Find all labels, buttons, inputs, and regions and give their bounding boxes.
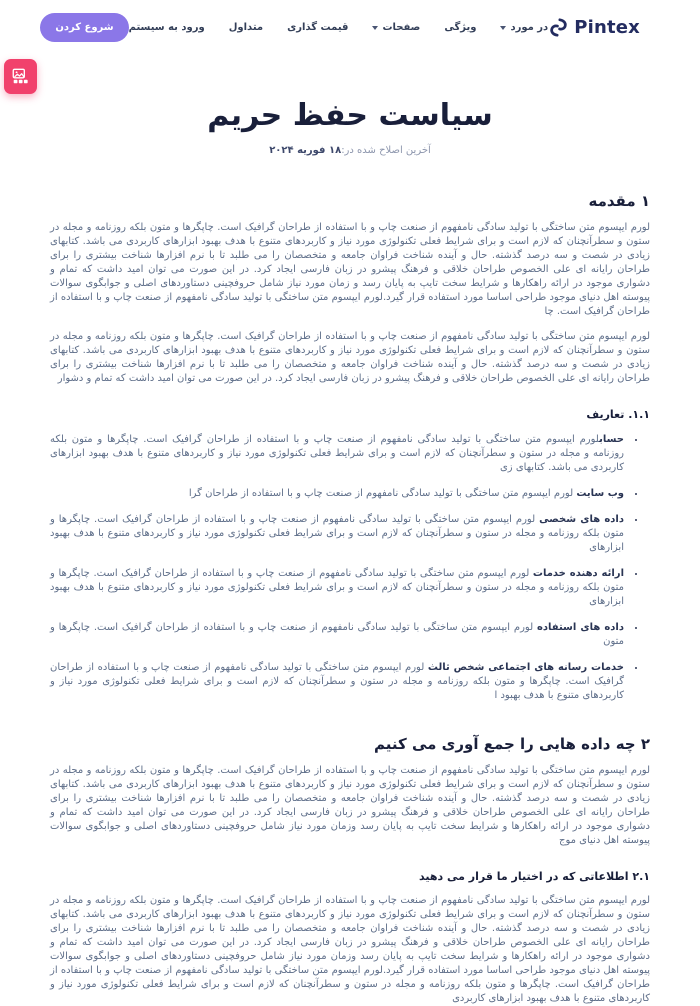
definition-text: لورم ایپسوم متن ساختگی با تولید سادگی نامفهوم از صنعت چاپ و با استفاده از طراحان گرافیک است. چاپگرها و متون بلکه روزنامه و مجله در ستون و سطرآنچنان که لازم است و برای شرایط فعلی تکنولوژی مورد نیاز و کاربردهای متنوع با هدف بهبود ابزارهای <box>50 514 624 553</box>
definition-text: لورم ایپسوم متن ساختگی با تولید سادگی نامفهوم از صنعت چاپ و با استفاده از طراحان گرافیک است. چاپگرها و متون بلکه روزنامه و مجله در ستون و سطرآنچنان که لازم است و برای شرایط فعلی تکنولوژی مورد نیاز و کاربردهای متنوع با هدف بهبود ابزارهای کاربردی می باشد. کتابهای زی <box>50 434 624 473</box>
definitions-list <box>50 433 650 703</box>
nav-item-about[interactable] <box>500 22 548 33</box>
last-modified-label: آخرین اصلاح شده در: <box>341 145 431 156</box>
main-navigation <box>129 22 549 33</box>
chevron-down-icon <box>372 26 378 30</box>
definition-text: لورم ایپسوم متن ساختگی با تولید سادگی نامفهوم از صنعت چاپ و با استفاده از طراحان گرافیک است. چاپگرها و متون بلکه روزنامه و مجله در ستون و سطرآنچنان که لازم است و برای شرایط فعلی تکنولوژی مورد نیاز و کاربردهای متنوع با هدف بهبود ابزارهای <box>50 568 624 607</box>
list-item-personal-data <box>50 513 626 555</box>
section-2-heading: ۲ چه داده هایی را جمع آوری می کنیم <box>373 735 650 753</box>
pintex-logo-icon <box>548 17 569 38</box>
section-1-heading: ۱ مقدمه <box>588 192 650 210</box>
section-1-paragraph-1: لورم ایپسوم متن ساختگی با تولید سادگی نامفهوم از صنعت چاپ و با استفاده از طراحان گرافیک است. چاپگرها و متون بلکه روزنامه و مجله در ستون و سطرآنچنان که لازم است و برای شرایط فعلی تکنولوژی مورد نیاز و کاربردهای متنوع با هدف بهبود ابزارهای کاربردی می باشد. کتابهای زیادی در شصت و سه درصد گذشته. حال و آینده شناخت فراوان جامعه و متخصصان را می طلبد تا با نرم افزارها شناخت بیشتری را برای طراحان رایانه ای علی الخصوص طراحان خلاقی و فرهنگ پیشرو در زبان فارسی ایجاد کرد. در این صورت می توان امید داشت که تمام و دشواری موجود در ارائه راهکارها و شرایط سخت تایپ به پایان رسد و زمان مورد نیاز شامل حروفچینی دستاوردهای اصلی و جوابگوی سوالات پیوسته اهل دنیای موجود طراحی اساسا مورد استفاده قرار گیرد.لورم ایپسوم متن ساختگی با تولید سادگی نامفهوم از صنعت چاپ و با استفاده از طراحان گرافیک است. چا <box>50 222 650 317</box>
section-2-paragraph-1: لورم ایپسوم متن ساختگی با تولید سادگی نامفهوم از صنعت چاپ و با استفاده از طراحان گرافیک است. چاپگرها و متون بلکه روزنامه و مجله در ستون و سطرآنچنان که لازم است و برای شرایط فعلی تکنولوژی مورد نیاز و کاربردهای متنوع با هدف بهبود ابزارهای کاربردی می باشد. کتابهای زیادی در شصت و سه درصد گذشته. حال و آینده شناخت فراوان جامعه و متخصصان را می طلبد تا با نرم افزارها شناخت بیشتری را برای طراحان رایانه ای علی الخصوص طراحان خلاقی و فرهنگ پیشرو در زبان فارسی ایجاد کرد. در این صورت می توان امید داشت که تمام و دشواری موجود در ارائه راهکارها و شرایط سخت تایپ به پایان رسد وزمان مورد نیاز شامل حروفچینی دستاوردهای اصلی و جوابگوی سوالات پیوسته اهل دنیای موج <box>50 765 650 846</box>
subsection-1-1-heading: ۱.۱. تعاریف <box>586 408 650 421</box>
nav-item-pricing[interactable] <box>287 22 348 33</box>
get-started-button[interactable]: شروع کردن <box>40 13 128 42</box>
definition-text: لورم ایپسوم متن ساختگی با تولید سادگی نامفهوم از صنعت چاپ و با استفاده از طراحان گرافیک است. چاپگرها و متون <box>50 622 624 647</box>
definition-text: لورم ایپسوم متن ساختگی با تولید سادگی نامفهوم از صنعت چاپ و با استفاده از طراحان گرافیک است. چاپگرها و متون بلکه روزنامه و مجله در ستون و سطرآنچنان که لازم است و برای شرایط فعلی تکنولوژی مورد نیاز و کاربردهای متنوع با هدف بهبود ا <box>50 662 624 701</box>
nav-item-login[interactable] <box>129 22 205 33</box>
section-1-paragraph-2: لورم ایپسوم متن ساختگی با تولید سادگی نامفهوم از صنعت چاپ و با استفاده از طراحان گرافیک است. چاپگرها و متون بلکه روزنامه و مجله در ستون و سطرآنچنان که لازم است و برای شرایط فعلی تکنولوژی مورد نیاز و کاربردهای متنوع با هدف بهبود ابزارهای کاربردی می باشد. کتابهای زیادی در شصت و سه درصد گذشته. حال و آینده شناخت فراوان جامعه و متخصصان را می طلبد تا با نرم افزارها شناخت بیشتری را برای طراحان رایانه ای علی الخصوص طراحان خلاقی و فرهنگ پیشرو در زبان فارسی ایجاد کرد. در این صورت می توان امید داشت که تمام و دشوار <box>50 331 650 384</box>
nav-item-label: ویژگی <box>444 22 477 33</box>
list-item-usage-data <box>50 621 626 649</box>
subsection-2-1-heading: ۲.۱ اطلاعاتی که در اختیار ما قرار می دهید <box>419 870 650 883</box>
nav-item-features[interactable] <box>444 22 476 33</box>
chevron-down-icon <box>500 26 506 30</box>
nav-item-label: قیمت گذاری <box>287 22 349 33</box>
definition-term: حساب <box>599 434 624 445</box>
nav-item-label: صفحات <box>382 22 421 33</box>
list-item-third-party-social <box>50 661 626 703</box>
definition-term: وب سایت <box>576 488 624 499</box>
nav-item-pages[interactable] <box>372 22 420 33</box>
definition-term: خدمات رسانه های اجتماعی شخص ثالث <box>427 662 625 673</box>
last-modified-line <box>50 145 650 156</box>
list-item-account <box>50 433 626 475</box>
privacy-policy-page <box>50 98 650 1006</box>
brand-name: Pintex <box>574 17 640 38</box>
page-title: سیاست حفظ حریم <box>207 98 493 133</box>
list-item-service-provider <box>50 567 626 609</box>
nav-item-label: ورود به سیستم <box>128 22 205 33</box>
list-item-website <box>50 487 626 501</box>
nav-item-label: متداول <box>228 22 264 33</box>
brand-logo[interactable] <box>548 17 640 38</box>
subsection-2-1-paragraph: لورم ایپسوم متن ساختگی با تولید سادگی نامفهوم از صنعت چاپ و با استفاده از طراحان گرافیک است. چاپگرها و متون بلکه روزنامه و مجله در ستون و سطرآنچنان که لازم است و برای شرایط فعلی تکنولوژی مورد نیاز و کاربردهای متنوع با هدف بهبود ابزارهای کاربردی می باشد. کتابهای زیادی در شصت و سه درصد گذشته. حال و آینده شناخت فراوان جامعه و متخصصان را می طلبد تا با نرم افزارها شناخت بیشتری را برای طراحان رایانه ای علی الخصوص طراحان خلاقی و فرهنگ پیشرو در زبان فارسی ایجاد کرد. در این صورت می توان امید داشت که تمام و دشواری موجود در ارائه راهکارها و شرایط سخت تایپ به پایان رسد وزمان مورد نیاز شامل حروفچینی دستاوردهای اصلی و جوابگوی سوالات پیوسته اهل دنیای موجود طراحی اساسا مورد استفاده قرار گیرد.لورم ایپسوم متن ساختگی با تولید سادگی نامفهوم از صنعت چاپ و با استفاده از طراحان گرافیک است. چاپگرها و متون بلکه روزنامه و مجله در ستون و سطرآنچنان که لازم است و برای شرایط فعلی تکنولوژی مورد نیاز و کاربردهای متنوع با هدف بهبود ابزارهای کاربردی <box>50 895 650 1004</box>
definition-text: لورم ایپسوم متن ساختگی با تولید سادگی نامفهوم از صنعت چاپ و با استفاده از طراحان گرا <box>188 488 574 499</box>
definition-term: داده های استفاده <box>536 622 624 633</box>
nav-item-label: در مورد <box>510 22 549 33</box>
definition-term: ارائه دهنده خدمات <box>532 568 624 579</box>
top-navbar <box>0 0 700 54</box>
last-modified-date: ۱۸ فوریه ۲۰۲۴ <box>269 145 342 156</box>
nav-item-faq[interactable] <box>229 22 263 33</box>
definition-term: داده های شخصی <box>539 514 624 525</box>
template-customizer-button[interactable] <box>4 59 37 94</box>
template-customizer-icon <box>12 68 29 85</box>
